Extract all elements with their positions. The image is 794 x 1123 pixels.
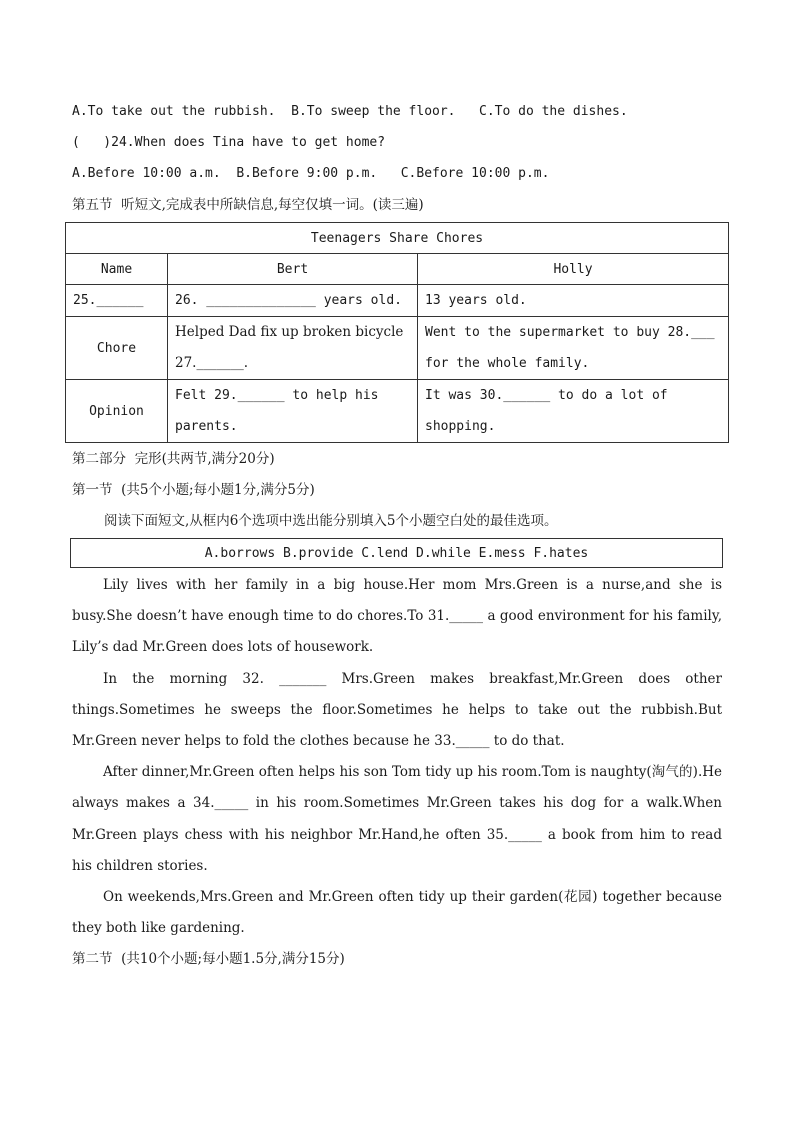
passage-paragraph: After dinner,Mr.Green often helps his son Tom tidy up his room.Tom is naughty(淘气的).He always makes a 34._____ in his room.Sometimes Mr.Green takes his dog for a walk.When Mr.Green plays chess with his neighbor Mr.Hand,he often 35._____ a book from him to read his children stories. — [72, 764, 722, 874]
chores-table — [65, 222, 729, 443]
q24-options: A.Before 10:00 a.m. B.Before 9:00 p.m. C.Before 10:00 p.m. — [72, 166, 550, 181]
section2-heading: 第二节 (共10个小题;每小题1.5分,满分15分) — [72, 951, 345, 967]
age-bert: 26. ______________ years old. — [168, 285, 418, 317]
passage-paragraph: In the morning 32. _______ Mrs.Green makes breakfast,Mr.Green does other things.Sometimes he sweeps the floor.Sometimes he helps to take out the rubbish.But Mr.Green never helps to fold the clothes because he 33._____ to do that. — [72, 670, 722, 750]
header-name: Name — [66, 254, 168, 285]
table-row — [66, 317, 729, 380]
part2-heading: 第二部分 完形(共两节,满分20分) — [72, 451, 275, 467]
table-title-row — [66, 223, 729, 254]
opinion-label: Opinion — [66, 380, 168, 443]
table-row — [66, 285, 729, 317]
q23-options: A.To take out the rubbish. B.To sweep the floor. C.To do the dishes. — [72, 104, 628, 119]
age-holly: 13 years old. — [418, 285, 729, 317]
header-holly: Holly — [418, 254, 729, 285]
chore-label: Chore — [66, 317, 168, 380]
passage-paragraph: On weekends,Mrs.Green and Mr.Green often tidy up their garden(花园) together because they both like gardening. — [72, 889, 722, 937]
opinion-holly: It was 30.______ to do a lot of shopping. — [418, 380, 729, 443]
age-label: 25.______ — [66, 285, 168, 317]
passage — [72, 570, 722, 944]
options-box: A.borrows B.provide C.lend D.while E.mess F.hates — [70, 538, 723, 568]
header-bert: Bert — [168, 254, 418, 285]
table-title: Teenagers Share Chores — [66, 223, 729, 254]
section1-instruction: 阅读下面短文,从框内6个选项中选出能分别填入5个小题空白处的最佳选项。 — [104, 513, 558, 529]
opinion-bert: Felt 29.______ to help his parents. — [168, 380, 418, 443]
chore-bert: Helped Dad fix up broken bicycle 27._______. — [168, 317, 418, 380]
table-row — [66, 380, 729, 443]
table-header-row — [66, 254, 729, 285]
section1-heading: 第一节 (共5个小题;每小题1分,满分5分) — [72, 482, 315, 498]
chore-holly: Went to the supermarket to buy 28.___ for the whole family. — [418, 317, 729, 380]
section5-heading: 第五节 听短文,完成表中所缺信息,每空仅填一词。(读三遍) — [72, 197, 424, 213]
passage-paragraph: Lily lives with her family in a big house.Her mom Mrs.Green is a nurse,and she is busy.She doesn’t have enough time to do chores.To 31._____ a good environment for his family, Lily’s dad Mr.Green does lots of housework. — [72, 577, 722, 656]
q24-question: ( )24.When does Tina have to get home? — [72, 135, 386, 150]
